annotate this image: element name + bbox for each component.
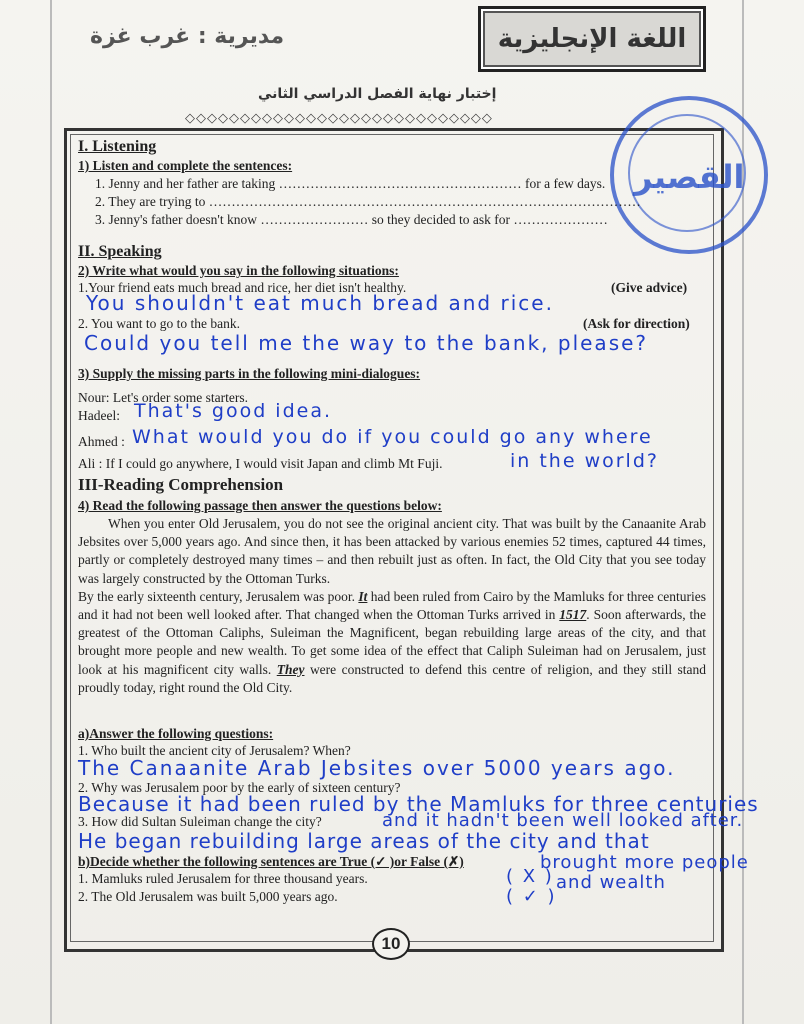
tf-statement-2: 2. The Old Jerusalem was built 5,000 years ago. (78, 889, 338, 904)
handwritten-answer-advice: You shouldn't eat much bread and rice. (86, 291, 554, 315)
speaking-hint-1: (Give advice) (611, 280, 688, 295)
handwritten-answer-ahmed: What would you do if you could go any where (132, 426, 653, 448)
reading-q2: 2. Why was Jerusalem poor by the early of sixteen century? (78, 780, 401, 795)
subject-title: اللغة الإنجليزية (478, 6, 706, 72)
handwritten-answer-hadeel: That's good idea. (134, 400, 333, 422)
section-listening-title: I. Listening (78, 138, 157, 155)
passage-sentence-c: . Soon afterwards, the greatest of the Ottoman Caliphs, Suleiman the Magnificent, began rebuilding large areas of the city, and that brought more people and new wealth. To get some idea of the effect that Caliph Suleiman had on Jerusalem, just look at his magnificent city walls. (78, 607, 706, 677)
tf-statement-1: 1. Mamluks ruled Jerusalem for three thousand years. (78, 871, 368, 886)
listening-sentence-1: 1. Jenny and her father are taking ……………………………………………… for a few days. (95, 176, 606, 191)
answer-questions-title: a)Answer the following questions: (78, 726, 274, 741)
passage-emphasis-they: They (276, 661, 305, 677)
tf-answer-1: ( X ) (506, 866, 554, 887)
section-reading-title: III-Reading Comprehension (78, 475, 284, 494)
speaking-question-2: 2) Write what would you say in the following situations: (78, 263, 399, 278)
section-speaking-title: II. Speaking (78, 243, 162, 260)
handwritten-answer-q2: Because it had been ruled by the Mamluks for three centuries (78, 792, 759, 816)
handwritten-answer-q1: The Canaanite Arab Jebsites over 5000 years ago. (78, 756, 676, 780)
handwritten-answer-q3-cont: brought more people (540, 852, 749, 873)
dialogue-ahmed-label: Ahmed : (78, 434, 125, 449)
directorate-label: مديرية : غرب غزة (90, 24, 285, 49)
passage-sentence-b: had been ruled from Cairo by the Mamluks for three centuries and it had not been well looked after. That changed when the Ottoman Turks arrived in (78, 588, 707, 623)
passage-emphasis-year: 1517 (559, 607, 587, 623)
handwritten-answer-q3-cont2: and wealth (556, 872, 666, 893)
passage-sentence-d: were constructed to defend this centre of religion, and they still stand proudly today, right round the Old City. (78, 661, 707, 695)
stamp-word: القصير (634, 158, 745, 196)
passage-emphasis-it: It (358, 588, 368, 604)
handwritten-answer-q2-cont: and it hadn't been well looked after. (382, 810, 744, 831)
listening-sentence-3: 3. Jenny's father doesn't know …………………… so they decided to ask for ………………… (95, 212, 608, 227)
passage-sentence-a: By the early sixteenth century, Jerusalem was poor. (78, 588, 355, 604)
dialogue-hadeel-label: Hadeel: (78, 408, 120, 423)
exam-title: إختبار نهاية الفصل الدراسي الثاني (258, 86, 497, 102)
listening-sentence-2: 2. They are trying to …………………………………………………………………………………… (95, 194, 641, 209)
reading-passage (78, 515, 706, 697)
handwritten-answer-q3: He began rebuilding large areas of the city and that (78, 829, 650, 853)
reading-question-4: 4) Read the following passage then answer the questions below: (78, 498, 442, 513)
stamp-seal (610, 96, 768, 254)
passage-paragraph-1: When you enter Old Jerusalem, you do not see the original ancient city. That was built by the Canaanite Arab Jebsites over 5,000 years ago. And since then, it has been attacked by various enemies 52 times, captured 44 times, partly or completely destroyed many times – and then rebuilt just as often. In fact, the Old City that you see today was largely constructed by the Ottoman Turks. (78, 516, 706, 586)
speaking-hint-2: (Ask for direction) (583, 316, 690, 331)
tf-answer-2: ( ✓ ) (506, 886, 557, 907)
dialogue-ali: Ali : If I could go anywhere, I would visit Japan and climb Mt Fuji. (78, 456, 443, 471)
listening-question: 1) Listen and complete the sentences: (78, 158, 293, 173)
handwritten-answer-direction: Could you tell me the way to the bank, please? (84, 331, 649, 355)
passage-paragraph-2 (78, 588, 706, 697)
diamond-divider: ◇◇◇◇◇◇◇◇◇◇◇◇◇◇◇◇◇◇◇◇◇◇◇◇◇◇◇◇ (185, 111, 493, 126)
page-edge-left (50, 0, 52, 1024)
speaking-situation-1: 1.Your friend eats much bread and rice, her diet isn't healthy. (78, 280, 407, 295)
dialogue-nour: Nour: Let's order some starters. (78, 390, 249, 405)
speaking-situation-2: 2. You want to go to the bank. (78, 316, 240, 331)
speaking-question-3: 3) Supply the missing parts in the following mini-dialogues: (78, 366, 421, 381)
page-number: 10 (372, 928, 410, 960)
true-false-title: b)Decide whether the following sentences are True (✓ )or False (✗) (78, 854, 464, 869)
handwritten-answer-ahmed-2: in the world? (510, 450, 659, 472)
reading-q3: 3. How did Sultan Suleiman change the city? (78, 814, 322, 829)
reading-q1: 1. Who built the ancient city of Jerusalem? When? (78, 743, 351, 758)
